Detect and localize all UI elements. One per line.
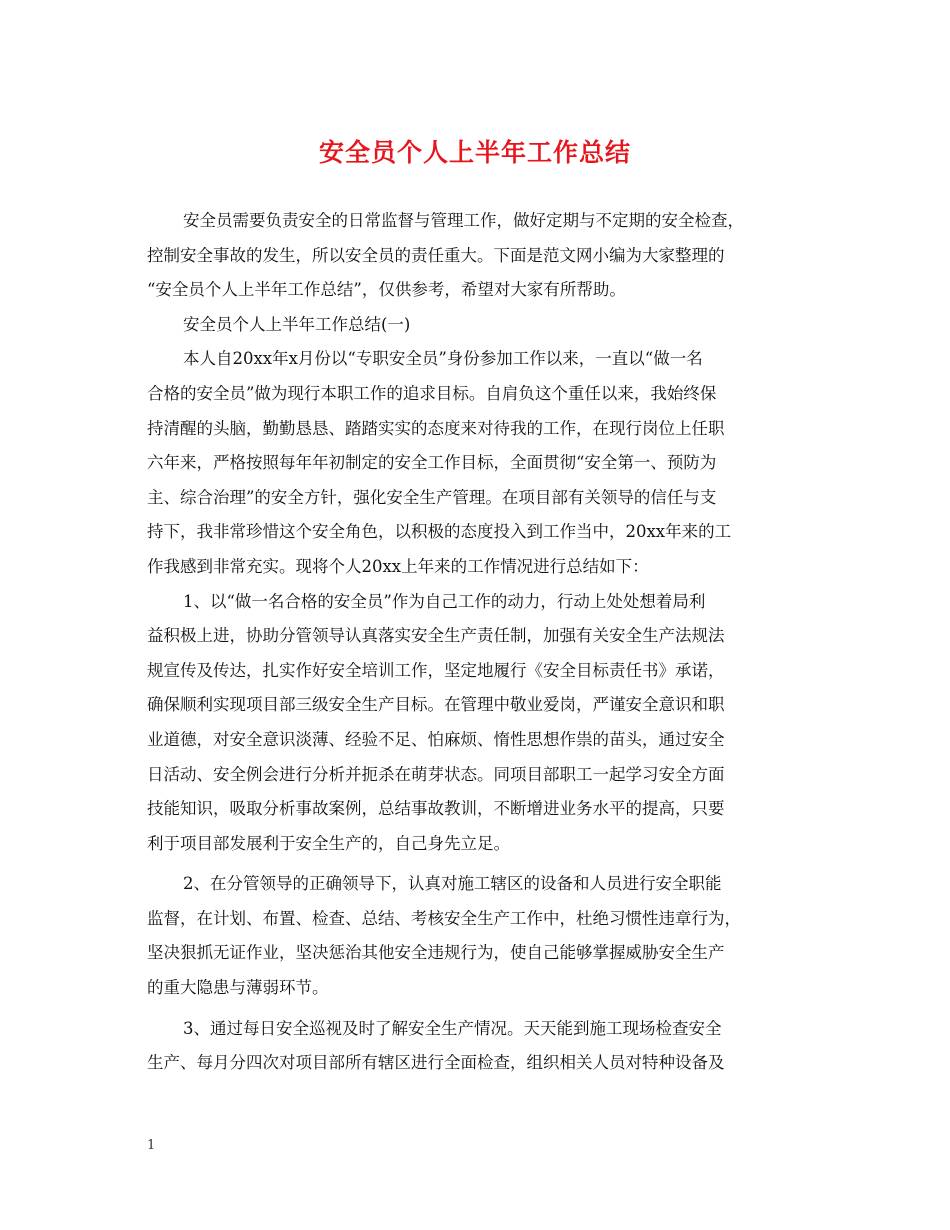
- text-line: 主、综合治理”的安全方针，强化安全生产管理。在项目部有关领导的信任与支: [147, 487, 717, 507]
- text-line: 的重大隐患与薄弱环节。: [147, 978, 329, 998]
- text-line: 作我感到非常充实。现将个人20xx上年来的工作情况进行总结如下：: [147, 556, 649, 576]
- text-line: 规宣传及传达，扎实作好安全培训工作，坚定地履行《安全目标责任书》承诺，: [147, 660, 725, 680]
- text-line: 持下，我非常珍惜这个安全角色，以积极的态度投入到工作当中，20xx年来的工: [147, 522, 732, 542]
- text-line: 本人自20xx年x月份以“专职安全员”身份参加工作以来，一直以“做一名: [183, 349, 703, 369]
- text-line: 技能知识，吸取分析事故案例，总结事故教训，不断增进业务水平的提高，只要: [147, 799, 725, 819]
- page-number: 1: [147, 1138, 156, 1153]
- text-line: 2、在分管领导的正确领导下，认真对施工辖区的设备和人员进行安全职能: [183, 874, 722, 894]
- paragraph: [147, 204, 807, 308]
- text-line: 业道德，对安全意识淡薄、经验不足、怕麻烦、惰性思想作祟的苗头，通过安全: [147, 729, 725, 749]
- paragraph: [147, 342, 807, 584]
- paragraph: [147, 585, 807, 862]
- section-heading: [147, 308, 807, 343]
- text-line: 确保顺利实现项目部三级安全生产目标。在管理中敬业爱岗，严谨安全意识和职: [147, 695, 725, 715]
- text-line: 控制安全事故的发生，所以安全员的责任重大。下面是范文网小编为大家整理的: [147, 245, 725, 265]
- document-body: [147, 204, 807, 1081]
- text-line: 3、通过每日安全巡视及时了解安全生产情况。天天能到施工现场检查安全: [183, 1018, 722, 1038]
- text-line: 日活动、安全例会进行分析并扼杀在萌芽状态。同项目部职工一起学习安全方面: [147, 764, 725, 784]
- paragraph: [147, 867, 807, 1005]
- text-line: 1、以“做一名合格的安全员”作为自己工作的动力，行动上处处想着局利: [183, 591, 706, 611]
- document-title: 安全员个人上半年工作总结: [318, 138, 631, 167]
- text-line: 持清醒的头脑，勤勤恳恳、踏踏实实的态度来对待我的工作，在现行岗位上任职: [147, 418, 725, 438]
- text-line: 监督，在计划、布置、检查、总结、考核安全生产工作中，杜绝习惯性违章行为，: [147, 908, 741, 928]
- text-line: 安全员需要负责安全的日常监督与管理工作，做好定期与不定期的安全检查，: [183, 211, 744, 230]
- text-line: 益积极上进，协助分管领导认真落实安全生产责任制，加强有关安全生产法规法: [147, 626, 725, 646]
- text-line: 利于项目部发展利于安全生产的，自己身先立足。: [147, 833, 510, 853]
- text-line: 六年来，严格按照每年年初制定的安全工作目标，全面贯彻“安全第一、预防为: [147, 453, 717, 473]
- text-line: “安全员个人上半年工作总结”，仅供参考，希望对大家有所帮助。: [147, 280, 626, 300]
- paragraph: [147, 1012, 807, 1081]
- text-line: 合格的安全员”做为现行本职工作的追求目标。自肩负这个重任以来，我始终保: [147, 383, 717, 403]
- text-line: 坚决狠抓无证作业，坚决惩治其他安全违规行为，使自己能够掌握威胁安全生产: [147, 943, 725, 963]
- text-line: 生产、每月分四次对项目部所有辖区进行全面检查，组织相关人员对特种设备及: [147, 1053, 725, 1073]
- text-line: 安全员个人上半年工作总结(一): [183, 314, 411, 334]
